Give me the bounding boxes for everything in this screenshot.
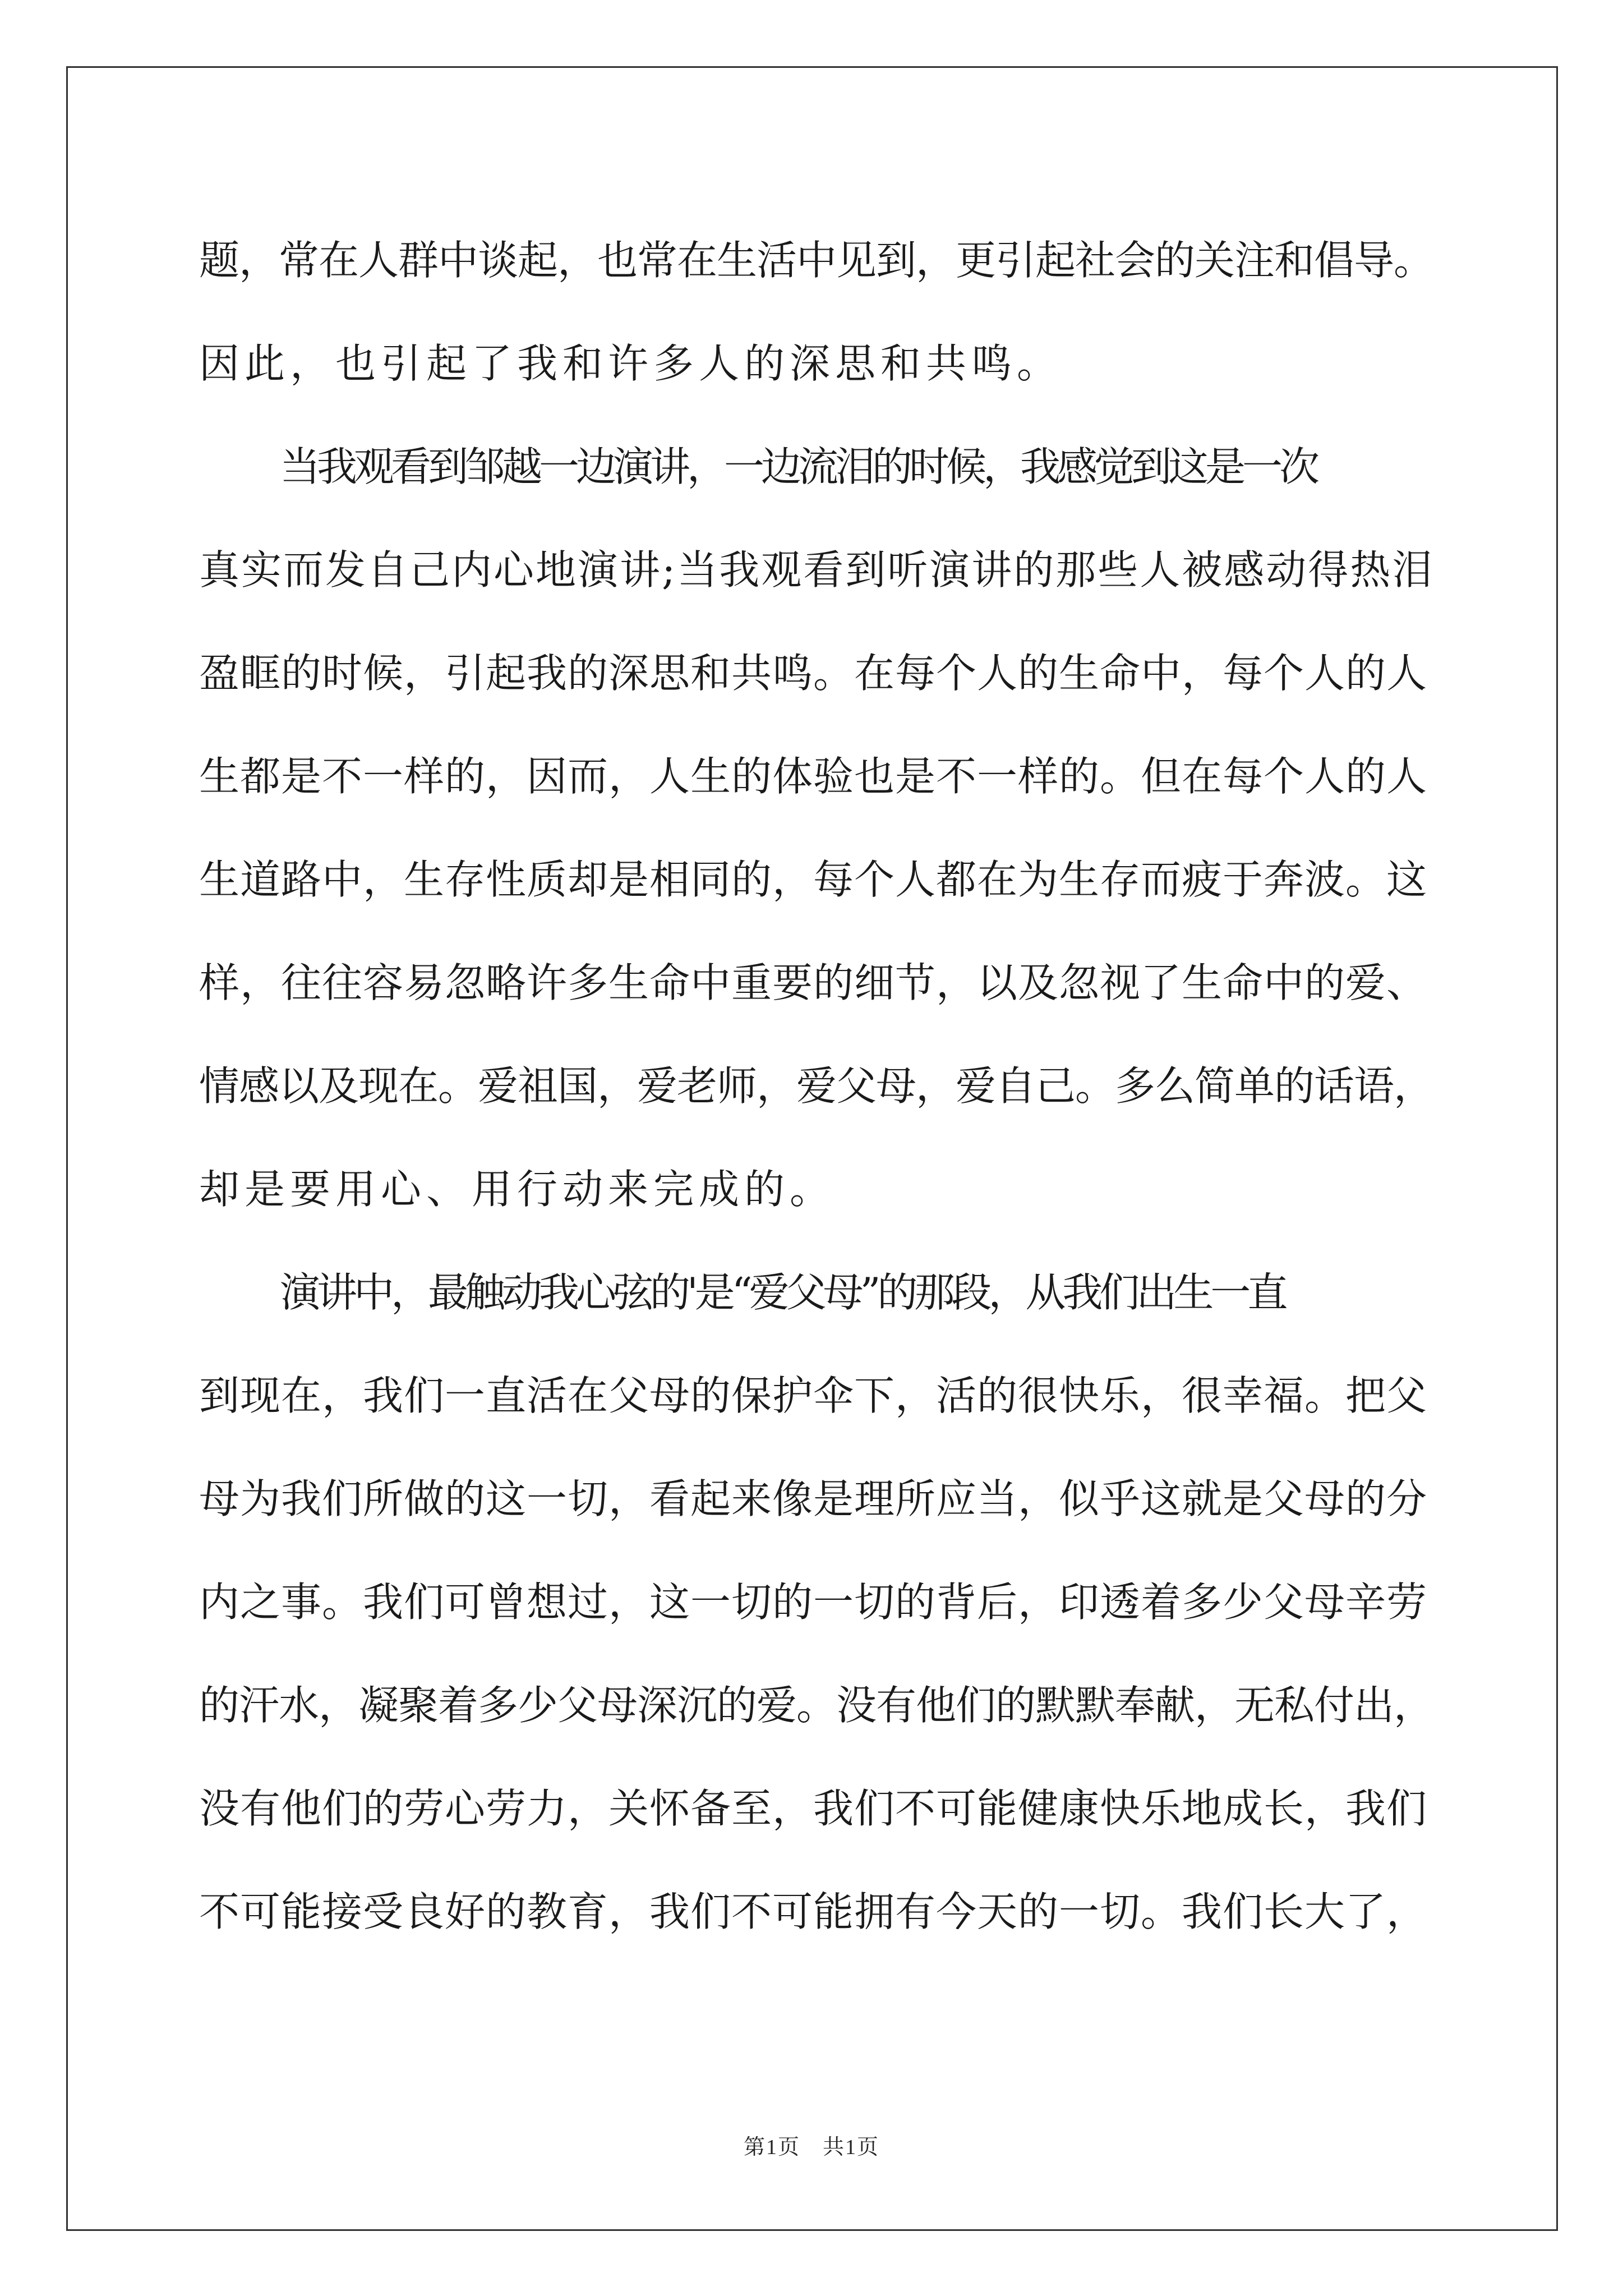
text-line: 内之事。我们可曾想过，这一切的一切的背后，印透着多少父母辛劳 <box>199 1579 1428 1626</box>
text-line: 样，往往容易忽略许多生命中重要的细节，以及忽视了生命中的爱、 <box>199 959 1428 1006</box>
text-line: 真实而发自己内心地演讲;当我观看到听演讲的那些人被感动得热泪 <box>199 546 1435 593</box>
text-line: 当我观看到邹越一边演讲，一边流泪的时候，我感觉到这是一次 <box>280 443 1317 490</box>
text-line: 情感以及现在。爱祖国，爱老师，爱父母，爱自己。多么简单的话语， <box>199 1062 1434 1110</box>
text-line: 不可能接受良好的教育，我们不可能拥有今天的一切。我们长大了， <box>199 1888 1428 1935</box>
text-line: 母为我们所做的这一切，看起来像是理所应当，似乎这就是父母的分 <box>199 1475 1428 1522</box>
text-line: 却是要用心、用行动来完成的。 <box>199 1166 836 1213</box>
text-line: 没有他们的劳心劳力，关怀备至，我们不可能健康快乐地成长，我们 <box>199 1785 1428 1832</box>
text-line: 的汗水，凝聚着多少父母深沉的爱。没有他们的默默奉献，无私付出， <box>199 1682 1434 1729</box>
document-body <box>199 209 1438 1963</box>
text-line: 盈眶的时候，引起我的深思和共鸣。在每个人的生命中，每个人的人 <box>199 650 1428 697</box>
text-line: 题，常在人群中谈起，也常在生活中见到，更引起社会的关注和倡导。 <box>199 237 1434 284</box>
text-line: 演讲中，最触动我心弦的'是“爱父母”的那段，从我们出生一直 <box>280 1269 1285 1316</box>
text-line: 生道路中，生存性质却是相同的，每个人都在为生存而疲于奔波。这 <box>199 856 1428 903</box>
page-footer: 第1页 共1页 <box>743 2136 879 2159</box>
text-line: 到现在，我们一直活在父母的保护伞下，活的很快乐，很幸福。把父 <box>199 1372 1428 1419</box>
text-line: 因此，也引起了我和许多人的深思和共鸣。 <box>199 340 1063 387</box>
text-line: 生都是不一样的，因而，人生的体验也是不一样的。但在每个人的人 <box>199 753 1428 800</box>
